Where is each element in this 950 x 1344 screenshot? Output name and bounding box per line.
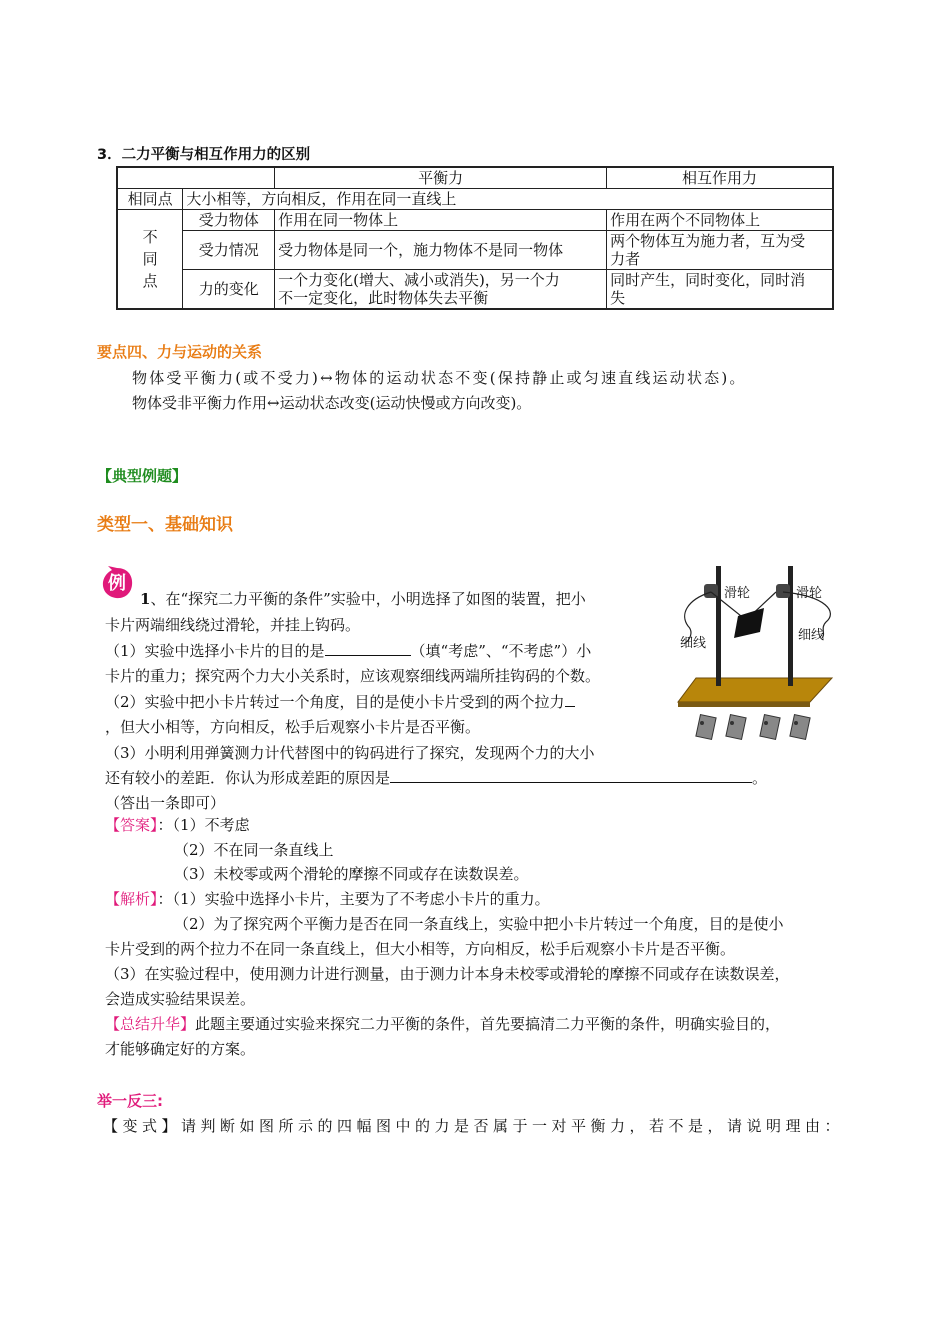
row-label: 力的变化 <box>183 270 275 310</box>
answer-item: （2）不在同一条直线上 <box>174 841 334 859</box>
cell-line: 不一定变化，此时物体失去平衡 <box>278 289 489 307</box>
question-text: （1）实验中选择小卡片的目的是 <box>105 642 325 660</box>
diff-label <box>117 210 183 310</box>
diff-label-char: 不 <box>142 228 158 246</box>
label-pulley-right: 滑轮 <box>796 586 823 601</box>
summary-line: 才能够确定好的方案。 <box>105 1040 256 1058</box>
variant-label: 【变式】 <box>103 1117 182 1135</box>
answer-colon: ： <box>157 816 173 834</box>
interaction-cell <box>607 231 833 270</box>
analysis-label: 【解析】 <box>105 890 158 908</box>
interaction-cell <box>607 270 833 310</box>
label-pulley-left: 滑轮 <box>724 586 751 601</box>
answer-blank[interactable] <box>390 768 752 783</box>
question-line <box>105 768 767 788</box>
question-text: （2）实验中把小卡片转过一个角度，目的是使小卡片受到的两个拉力 <box>105 693 565 711</box>
question-line: （答出一条即可） <box>105 794 226 812</box>
cell-line: 一个力变化(增大、减小或消失)，另一个力 <box>278 271 560 289</box>
table-row <box>117 210 833 231</box>
analysis-text: （1）实验中选择小卡片，主要为了不考虑小卡片的重力。 <box>172 890 550 908</box>
analysis-line: 会造成实验结果误差。 <box>105 990 256 1008</box>
point4-line2 <box>132 393 531 413</box>
balance-cell <box>275 270 607 310</box>
table-header-interaction: 相互作用力 <box>607 167 833 189</box>
variant-line <box>103 1116 844 1136</box>
analysis-line: （3）在实验过程中，使用测力计进行测量，由于测力计本身未校零或滑轮的摩擦不同或存在读数误差， <box>105 965 790 983</box>
balance-cell: 受力物体是同一个，施力物体不是同一物体 <box>275 231 607 270</box>
comparison-table <box>116 166 834 310</box>
summary-label: 【总结升华】 <box>105 1015 196 1033</box>
example-badge <box>100 566 134 600</box>
question-text: 还有较小的差距．你认为形成差距的原因是 <box>105 769 391 787</box>
label-thread-left: 细线 <box>680 636 707 651</box>
answer-item: （1）不考虑 <box>172 816 250 834</box>
question-line: ，但大小相等，方向相反，松手后观察小卡片是否平衡。 <box>105 718 481 736</box>
question-text: （填“考虑”、“不考虑”）小 <box>410 642 592 660</box>
analysis-line <box>105 889 550 909</box>
type1-heading: 类型一、基础知识 <box>97 515 233 535</box>
diff-label-char: 点 <box>142 272 158 290</box>
point4-line1-a: 物体受平衡力(或不受力) <box>132 369 321 387</box>
question-line <box>140 589 586 609</box>
typical-heading: 【典型例题】 <box>97 467 188 485</box>
table-row <box>117 231 833 270</box>
question-line <box>105 692 575 712</box>
point4-line2-b: 运动状态改变(运动快慢或方向改变)。 <box>279 394 532 412</box>
point4-line2-a: 物体受非平衡力作用 <box>132 394 268 412</box>
example-badge-label: 例 <box>108 573 126 594</box>
section-title: 3．二力平衡与相互作用力的区别 <box>97 147 311 163</box>
variant-text: 请判断如图所示的四幅图中的力是否属于一对平衡力，若不是，请说明理由： <box>181 1117 845 1135</box>
diff-label-char: 同 <box>142 250 158 268</box>
cell-line: 力者 <box>610 250 641 268</box>
cell-line: 失 <box>610 289 626 307</box>
analysis-line: 卡片受到的两个拉力不在同一条直线上，但大小相等，方向相反，松手后观察小卡片是否平衡。 <box>105 940 736 958</box>
table-header-balance: 平衡力 <box>275 167 607 189</box>
answer-item: （3）未校零或两个滑轮的摩擦不同或存在读数误差。 <box>174 865 529 883</box>
question-line: 卡片的重力；探究两个力大小关系时，应该观察细线两端所挂钩码的个数。 <box>105 667 601 685</box>
double-arrow-icon: ↔ <box>267 394 280 412</box>
question-line: 卡片两端细线绕过滑轮，并挂上钩码。 <box>105 616 361 634</box>
point4-title: 要点四、力与运动的关系 <box>97 343 263 361</box>
table-header-empty <box>117 167 275 189</box>
table-row <box>117 270 833 310</box>
analysis-colon: ： <box>157 890 173 908</box>
analysis-line: （2）为了探究两个平衡力是否在同一条直线上，实验中把小卡片转过一个角度，目的是使小 <box>174 915 784 933</box>
label-thread-right: 细线 <box>798 628 825 643</box>
answer-line <box>105 815 250 835</box>
apparatus-figure <box>676 560 846 770</box>
summary-text: 此题主要通过实验来探究二力平衡的条件，首先要搞清二力平衡的条件，明确实验目的， <box>195 1015 781 1033</box>
example-number: 1 <box>140 590 151 608</box>
question-text: 、在“探究二力平衡的条件”实验中，小明选择了如图的装置，把小 <box>150 590 586 608</box>
practice-title: 举一反三: <box>97 1092 163 1110</box>
cell-line: 两个物体互为施力者，互为受 <box>610 232 806 250</box>
answer-blank[interactable] <box>565 692 575 707</box>
double-arrow-icon: ↔ <box>320 369 335 387</box>
cell-line: 同时产生，同时变化，同时消 <box>610 271 806 289</box>
table-row <box>117 167 833 189</box>
same-value: 大小相等，方向相反，作用在同一直线上 <box>183 189 833 210</box>
balance-cell: 作用在同一物体上 <box>275 210 607 231</box>
question-text: 。 <box>752 769 768 787</box>
row-label: 受力物体 <box>183 210 275 231</box>
question-line: （3）小明利用弹簧测力计代替图中的钩码进行了探究，发现两个力的大小 <box>105 744 595 762</box>
answer-blank[interactable] <box>325 641 411 656</box>
table-row <box>117 189 833 210</box>
point4-line1-b: 物体的运动状态不变(保持静止或匀速直线运动状态)。 <box>334 369 747 387</box>
same-label: 相同点 <box>117 189 183 210</box>
summary-line <box>105 1014 780 1034</box>
interaction-cell: 作用在两个不同物体上 <box>607 210 833 231</box>
answer-label: 【答案】 <box>105 816 158 834</box>
row-label: 受力情况 <box>183 231 275 270</box>
question-line <box>105 641 591 661</box>
point4-line1 <box>132 368 747 388</box>
